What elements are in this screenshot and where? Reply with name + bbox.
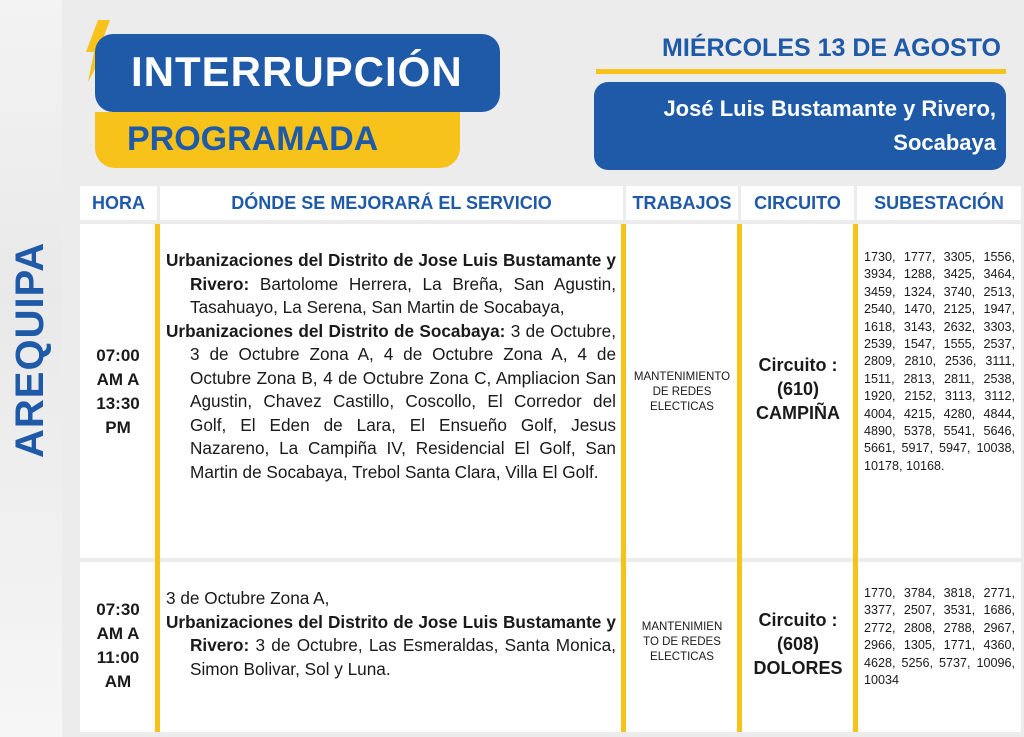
circuito-line: (608) <box>776 634 820 654</box>
title-line2: PROGRAMADA <box>127 120 379 158</box>
row2-trabajos <box>630 620 734 665</box>
row2-subestacion: 1770, 3784, 3818, 2771, 3377, 2507, 3531, 1686, 2772, 2808, 2788, 2967, 2966, 1305, 1771, 4360, 4628, 5256, 5737, 10096, 10034 <box>864 586 1015 688</box>
area-district-label: Urbanizaciones del Distrito de Jose Luis Bustamante y Rivero: <box>166 611 616 655</box>
area-list: 3 de Octubre, Las Esmeraldas, Santa Monica, Simon Bolivar, Sol y Luna. <box>190 635 616 679</box>
row1-circuito <box>744 353 852 425</box>
trabajos-line: ELECTICAS <box>650 651 714 663</box>
hora-line: PM <box>105 418 131 437</box>
row2-donde <box>166 587 616 681</box>
circuito-line: DOLORES <box>753 658 843 678</box>
area-paragraph <box>166 320 616 485</box>
hora-line: 11:00 <box>96 648 140 667</box>
date-label: MIÉRCOLES 13 DE AGOSTO <box>662 34 1001 62</box>
header-donde: DÓNDE SE MEJORARÁ EL SERVICIO <box>160 186 623 220</box>
area-list: Bartolome Herrera, La Breña, San Agustin, Tasahuayo, La Serena, San Martin de Socabaya, <box>190 273 616 317</box>
hora-line: 07:00 <box>96 346 140 365</box>
column-divider <box>621 224 626 732</box>
area-list: 3 de Octubre, 3 de Octubre Zona A, 4 de Octubre Zona A, 4 de Octubre Zona B, 4 de Octubre Zona C, Ampliacion San Agustin, Chavez Castillo, Coscollo, El Corredor del Golf, El Eden de Lara, El Ensueño Golf, Jesus Nazareno, La Campiña IV, Residencial El Golf, San Martin de Socabaya, Trebol Santa Clara, Villa El Golf. <box>190 320 616 482</box>
area-paragraph <box>166 611 616 682</box>
region-label: AREQUIPA <box>8 241 52 458</box>
location-box <box>594 82 1006 170</box>
circuito-line: Circuito : <box>758 610 838 630</box>
row2-circuito <box>744 608 852 680</box>
area-district-label: Urbanizaciones del Distrito de Socabaya: <box>166 320 506 341</box>
row1-donde <box>166 249 616 484</box>
location-line1: José Luis Bustamante y Rivero, <box>663 96 996 121</box>
area-district-label: Urbanizaciones del Distrito de Jose Luis Bustamante y Rivero: <box>166 250 616 294</box>
trabajos-line: TO DE REDES <box>643 636 721 648</box>
column-divider <box>155 224 160 732</box>
circuito-line: Circuito : <box>758 355 838 375</box>
hora-line: 13:30 <box>96 394 140 413</box>
header-circuito: CIRCUITO <box>741 186 854 220</box>
header-trabajos: TRABAJOS <box>626 186 738 220</box>
title-primary-box <box>95 34 500 112</box>
header-subestacion: SUBESTACIÓN <box>857 186 1021 220</box>
trabajos-line: DE REDES <box>652 386 712 398</box>
header-hora: HORA <box>80 186 157 220</box>
circuito-line: (610) <box>776 379 820 399</box>
row1-trabajos <box>630 370 734 415</box>
trabajos-line: ELECTICAS <box>650 401 714 413</box>
left-band <box>0 0 62 737</box>
title-secondary-box <box>95 112 460 168</box>
column-divider <box>853 224 858 732</box>
date-underline <box>596 69 1006 74</box>
row2-hora <box>82 598 154 694</box>
column-divider <box>737 224 742 732</box>
row1-hora <box>82 344 154 440</box>
trabajos-line: MANTENIMIENTO <box>633 371 731 383</box>
hora-line: 07:30 <box>96 600 140 619</box>
hora-line: AM A <box>96 624 140 643</box>
title-line1: INTERRUPCIÓN <box>131 48 463 95</box>
location-line2: Socabaya <box>893 130 996 155</box>
row1-subestacion: 1730, 1777, 3305, 1556, 3934, 1288, 3425, 3464, 3459, 1324, 3740, 2513, 2540, 1470, 2125, 1947, 1618, 3143, 2632, 3303, 2539, 1547, 1555, 2537, 2809, 2810, 2536, 3111, 1511, 2813, 2811, 2538, 1920, 2152, 3113, 3112, 4004, 4215, 4280, 4844, 4890, 5378, 5541, 5646, 5661, 5917, 5947, 10038, 10178, 10168. <box>864 250 1015 473</box>
area-paragraph: 3 de Octubre Zona A, <box>166 588 330 608</box>
area-paragraph <box>166 249 616 320</box>
trabajos-line: MANTENIMIEN <box>641 621 723 633</box>
circuito-line: CAMPIÑA <box>756 403 840 423</box>
hora-line: AM <box>104 672 132 691</box>
hora-line: AM A <box>96 370 140 389</box>
